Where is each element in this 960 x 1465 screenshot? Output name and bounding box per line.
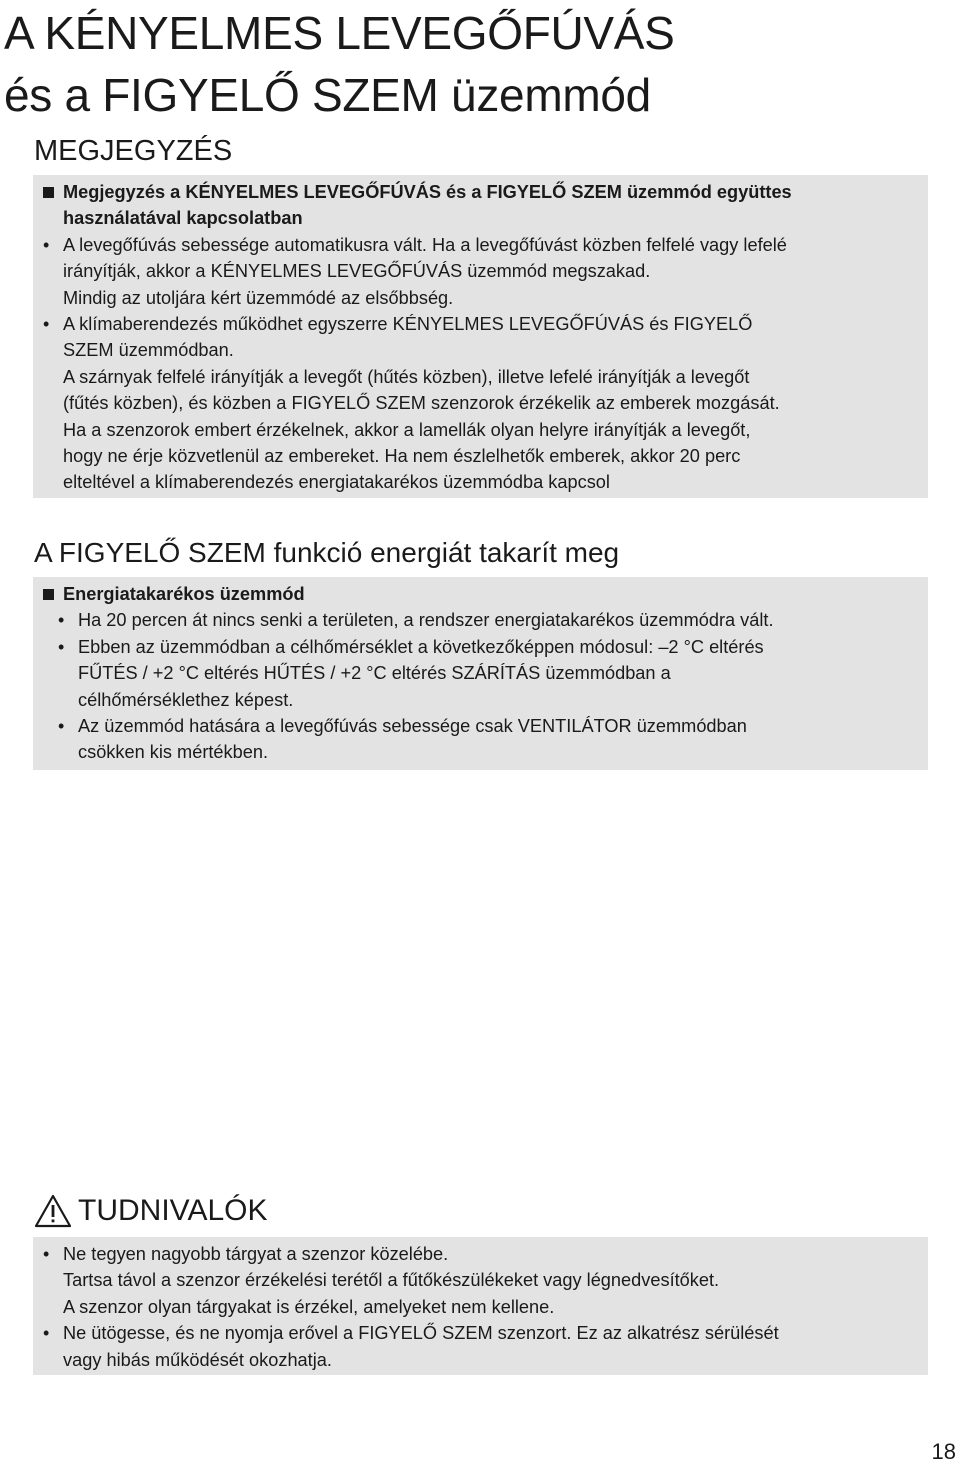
note-item-2-text [63, 311, 918, 364]
page-title-line-1: A KÉNYELMES LEVEGŐFÚVÁS [4, 7, 675, 59]
saving-item-2-line-1: Ebben az üzemmódban a célhőmérséklet a következőképpen módosul: –2 °C eltérés [78, 636, 764, 657]
note-item-1-line-1: A levegőfúvás sebessége automatikusra vált. Ha a levegőfúvást közben felfelé vagy lefelé [63, 234, 787, 255]
note-box-title-text [63, 179, 918, 232]
saving-item-3-text [78, 713, 918, 766]
caution-item-2 [43, 1320, 918, 1373]
caution-heading-text: TUDNIVALÓK [78, 1194, 268, 1227]
note-box-title-line-2: használatával kapcsolatban [63, 208, 303, 229]
note-paragraph-line-4: hogy ne érje közvetlenül az embereket. Ha nem észlelhetők emberek, akkor 20 perc [63, 446, 741, 467]
page-number: 18 [931, 1439, 956, 1464]
page-title-line-2: és a FIGYELŐ SZEM üzemmód [4, 69, 651, 121]
note-item-2 [43, 311, 918, 364]
saving-item-3-line-2: csökken kis mértékben. [78, 742, 269, 763]
note-paragraph-line-1: A szárnyak felfelé irányítják a levegőt (hűtés közben), illetve lefelé irányítják a levegőt [63, 366, 750, 387]
saving-box [33, 577, 928, 770]
caution-item-2-line-1: Ne ütögesse, és ne nyomja erővel a FIGYELŐ SZEM szenzort. Ez az alkatrész sérülését [63, 1323, 779, 1344]
bullet-dot-icon: • [43, 314, 50, 335]
note-item-1-text [63, 232, 918, 311]
caution-item-1-line-1: Ne tegyen nagyobb tárgyat a szenzor közelébe. [63, 1244, 449, 1264]
note-paragraph-line-5: elteltével a klímaberendezés energiatakarékos üzemmódba kapcsol [63, 472, 610, 493]
caution-item-2-line-2: vagy hibás működését okozhatja. [63, 1349, 332, 1370]
note-box-title [43, 179, 918, 232]
note-box [33, 175, 928, 498]
caution-item-1-line-3: A szenzor olyan tárgyakat is érzékel, amelyeket nem kellene. [63, 1296, 555, 1317]
note-item-1-line-2: irányítják, akkor a KÉNYELMES LEVEGŐFÚVÁS üzemmód megszakad. [63, 261, 651, 282]
note-paragraph-line-2: (fűtés közben), és közben a FIGYELŐ SZEM szenzorok érzékelik az emberek mozgását. [63, 393, 780, 414]
caution-item-1 [43, 1241, 918, 1320]
saving-item-2 [43, 634, 918, 713]
bullet-dot-icon: • [43, 234, 50, 255]
page-title [4, 2, 675, 126]
note-item-2-line-1: A klímaberendezés működhet egyszerre KÉNYELMES LEVEGŐFÚVÁS és FIGYELŐ [63, 314, 753, 335]
caution-item-1-line-2: Tartsa távol a szenzor érzékelési terétől a fűtőkészülékeket vagy légnedvesítőket. [63, 1270, 720, 1291]
saving-box-title [43, 581, 918, 607]
caution-box [33, 1237, 928, 1375]
note-box-title-line-1: Megjegyzés a KÉNYELMES LEVEGŐFÚVÁS és a FIGYELŐ SZEM üzemmód együttes [63, 182, 792, 202]
saving-item-3-line-1: Az üzemmód hatására a levegőfúvás sebessége csak VENTILÁTOR üzemmódban [78, 716, 747, 737]
saving-item-1-text [78, 607, 918, 633]
saving-item-3 [43, 713, 918, 766]
note-item-2-line-2: SZEM üzemmódban. [63, 340, 234, 361]
note-paragraph [63, 364, 918, 496]
bullet-dot-icon: • [58, 636, 65, 657]
saving-item-1 [43, 607, 918, 633]
saving-item-2-line-2: FŰTÉS / +2 °C eltérés HŰTÉS / +2 °C eltérés SZÁRÍTÁS üzemmódban a [78, 663, 671, 684]
note-item-1-line-3: Mindig az utoljára kért üzemmódé az elsőbbség. [63, 287, 454, 308]
bullet-dot-icon: • [58, 610, 65, 631]
bullet-dot-icon: • [43, 1244, 50, 1264]
bullet-dot-icon: • [43, 1323, 50, 1344]
note-paragraph-line-3: Ha a szenzorok embert érzékelnek, akkor a lamellák olyan helyre irányítják a levegőt, [63, 419, 751, 440]
caution-heading [34, 1191, 267, 1231]
saving-box-title-text: Energiatakarékos üzemmód [63, 584, 305, 604]
caution-item-2-text [63, 1320, 918, 1373]
warning-triangle-icon [34, 1194, 72, 1228]
bullet-dot-icon: • [58, 716, 65, 737]
caution-item-1-text [63, 1241, 918, 1320]
saving-item-2-text [78, 634, 918, 713]
saving-heading: A FIGYELŐ SZEM funkció energiát takarít meg [34, 537, 620, 568]
note-heading: MEGJEGYZÉS [34, 135, 233, 167]
square-bullet-icon [43, 187, 54, 198]
saving-item-1-line-1: Ha 20 percen át nincs senki a területen, a rendszer energiatakarékos üzemmódra vált. [78, 610, 774, 631]
saving-item-2-line-3: célhőmérséklethez képest. [78, 689, 294, 710]
note-item-1 [43, 232, 918, 311]
square-bullet-icon [43, 589, 54, 600]
